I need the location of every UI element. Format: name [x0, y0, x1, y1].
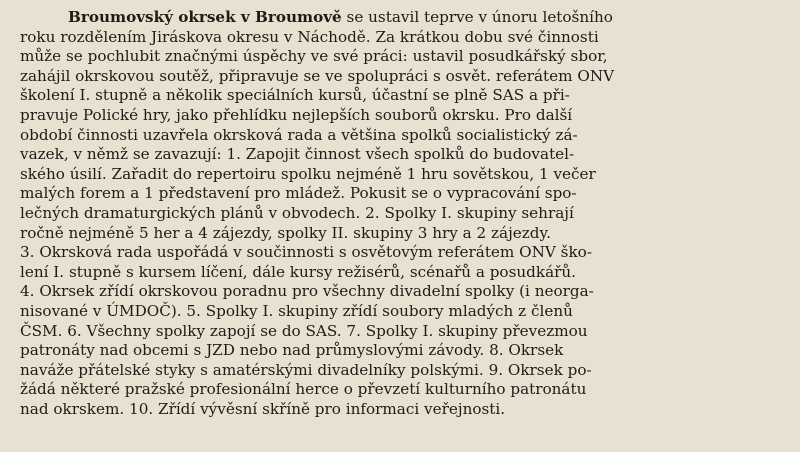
article-line: může se pochlubit značnými úspěchy ve své práci: ustavil posudkářský sbor,	[20, 47, 608, 66]
article-line: ročně nejméně 5 her a 4 zájezdy, spolky II. skupiny 3 hry a 2 zájezdy.	[20, 223, 551, 242]
article-line: ského úsilí. Zařadit do repertoiru spolku nejméně 1 hru sovětskou, 1 večer	[20, 164, 596, 183]
article-line: nisované v ÚMDOČ). 5. Spolky I. skupiny zřídí soubory mladých z členů	[20, 301, 573, 320]
article-line: pravuje Polické hry, jako přehlídku nejlepších souborů okrsku. Pro další	[20, 105, 573, 124]
article-line-text: se ustavil teprve v únoru letošního	[341, 8, 613, 26]
article-line: 4. Okrsek zřídí okrskovou poradnu pro všechny divadelní spolky (i neorga-	[20, 282, 594, 301]
article-line: naváže přátelské styky s amatérskými divadelníky polskými. 9. Okrsek po-	[20, 360, 592, 379]
article-line: nad okrskem. 10. Zřídí vývěsní skříně pro informaci veřejnosti.	[20, 399, 506, 418]
article-line: 3. Okrsková rada uspořádá v součinnosti s osvětovým referátem ONV ško-	[20, 243, 592, 262]
article-line: lečných dramaturgických plánů v obvodech. 2. Spolky I. skupiny sehrají	[20, 203, 574, 222]
article-line: lení I. stupně s kursem líčení, dále kursy režisérů, scénařů a posudkářů.	[20, 262, 576, 281]
article-line: vazek, v němž se zavazují: 1. Zapojit činnost všech spolků do budovatel-	[20, 145, 575, 164]
article-line: ČSM. 6. Všechny spolky zapojí se do SAS. 7. Spolky I. skupiny převezmou	[20, 321, 588, 340]
article-line: období činnosti uzavřela okrsková rada a většina spolků socialistický zá-	[20, 125, 578, 144]
article-line: zahájil okrskovou soutěž, připravuje se ve spolupráci s osvět. referátem ONV	[20, 66, 615, 85]
article-line: malých forem a 1 představení pro mládež. Pokusit se o vypracování spo-	[20, 184, 577, 203]
article-line	[20, 8, 774, 28]
article-lead: Broumovský okrsek v Broumově	[68, 8, 342, 26]
article-line: školení I. stupně a několik speciálních kursů, účastní se plně SAS a při-	[20, 86, 570, 105]
article-column	[20, 8, 774, 419]
article-line: žádá některé pražské profesionální herce o převzetí kulturního patronátu	[20, 380, 587, 399]
article-line: roku rozdělením Jiráskova okresu v Náchodě. Za krátkou dobu své činnosti	[20, 27, 599, 46]
article-line: patronáty nad obcemi s JZD nebo nad průmyslovými závody. 8. Okrsek	[20, 341, 564, 360]
